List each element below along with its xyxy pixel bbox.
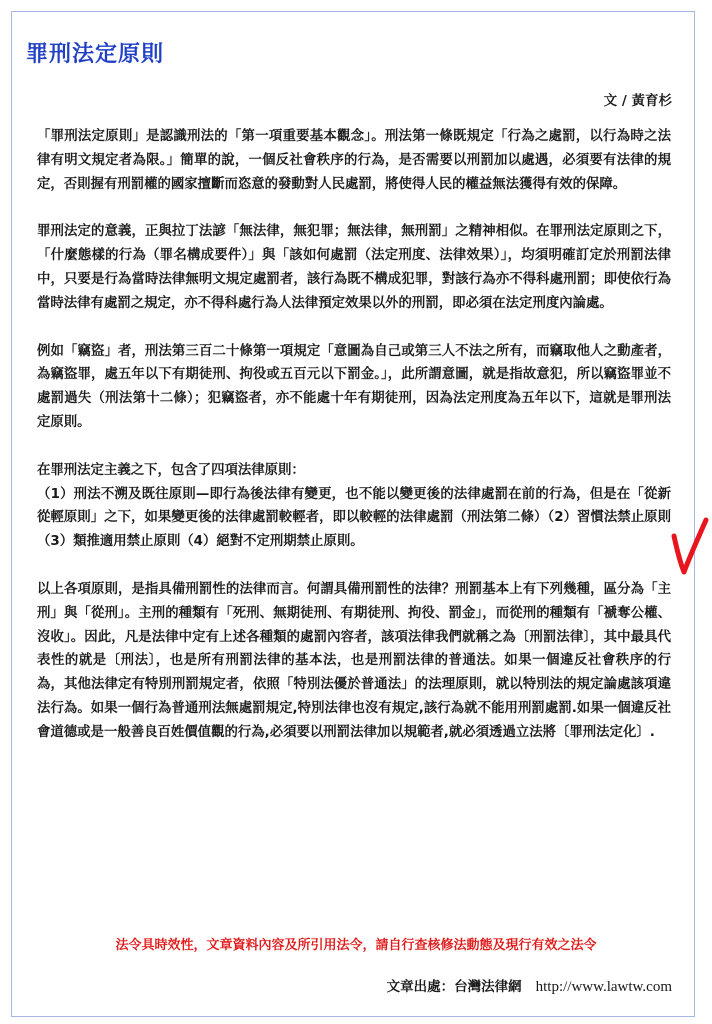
source-url[interactable]: http://www.lawtw.com [535,979,672,995]
article-author: 文 / 黃育杉 [603,93,672,109]
paragraph-2: 罪刑法定的意義，正與拉丁法諺「無法律，無犯罪；無法律，無刑罰」之精神相似。在罪刑法定原則之下，「什麼態樣的行為（罪名構成要件）」與「該如何處罰（法定刑度、法律效果）」，均須明確訂定於刑罰法律中，只要是行為當時法律無明文規定處罰者，該行為既不構成犯罪，對該行為亦不得科處刑罰；即使依行為當時法律有處罰之規定，亦不得科處行為人法律預定效果以外的刑罰，即必須在法定刑度內論處。 [37,224,671,311]
article-title: 罪刑法定原則 [26,42,165,67]
paragraph-1: 「罪刑法定原則」是認識刑法的「第一項重要基本觀念」。刑法第一條既規定「行為之處罰，以行為時之法律有明文規定者為限。」簡單的說，一個反社會秩序的行為，是否需要以刑罰加以處遇，必須要有法律的規定，否則握有刑罰權的國家擅斷而恣意的發動對人民處罰，將使得人民的權益無法獲得有效的保障。 [37,129,671,192]
paragraph-4-list: （1）刑法不溯及既往原則—即行為後法律有變更，也不能以變更後的法律處罰在前的行為，但是在「從新從輕原則」之下，如果變更後的法律處罰較輕者，即以較輕的法律處罰（刑法第二條）（2）習慣法禁止原則（3）類推適用禁止原則（4）絕對不定刑期禁止原則。 [37,486,671,550]
legal-notice: 法令具時效性，文章資料內容及所引用法令，請自行查核修法動態及現行有效之法令 [115,938,597,953]
article-source [387,975,672,996]
paragraph-5: 以上各項原則，是指具備刑罰性的法律而言。何謂具備刑罰性的法律？刑罰基本上有下列幾種，區分為「主刑」與「從刑」。主刑的種類有「死刑、無期徒刑、有期徒刑、拘役、罰金」，而從刑的種類有「褫奪公權、沒收」。因此，凡是法律中定有上述各種類的處罰內容者，該項法律我們就稱之為〔刑罰法律〕，其中最具代表性的就是〔刑法〕，也是所有刑罰法律的基本法，也是刑罰法律的普通法。如果一個違反社會秩序的行為，其他法律定有特別刑罰規定者，依照「特別法優於普通法」的法理原則，就以特別法的規定論處該項違法行為。如果一個行為普通刑法無處罰規定,特別法律也沒有規定,該行為就不能用刑罰處罰.如果一個違反社會道德或是一般善良百姓價值觀的行為,必須要以刑罰法律加以規範者,就必須透過立法將〔罪刑法定化〕. [37,581,671,740]
paragraph-3: 例如「竊盜」者，刑法第三百二十條第一項規定「意圖為自己或第三人不法之所有，而竊取他人之動產者，為竊盜罪，處五年以下有期徒刑、拘役或五百元以下罰金。」，此所謂意圖，就是指故意犯，所以竊盜罪並不處罰過失（刑法第十二條）；犯竊盜者，亦不能處十年有期徒刑，因為法定刑度為五年以下，這就是罪刑法定原則。 [37,343,671,430]
source-label: 文章出處：台灣法律網 [386,979,522,995]
article-body [37,125,671,769]
paragraph-4-lead: 在罪刑法定主義之下，包含了四項法律原則： [37,462,305,478]
red-check-mark-icon [668,512,710,580]
